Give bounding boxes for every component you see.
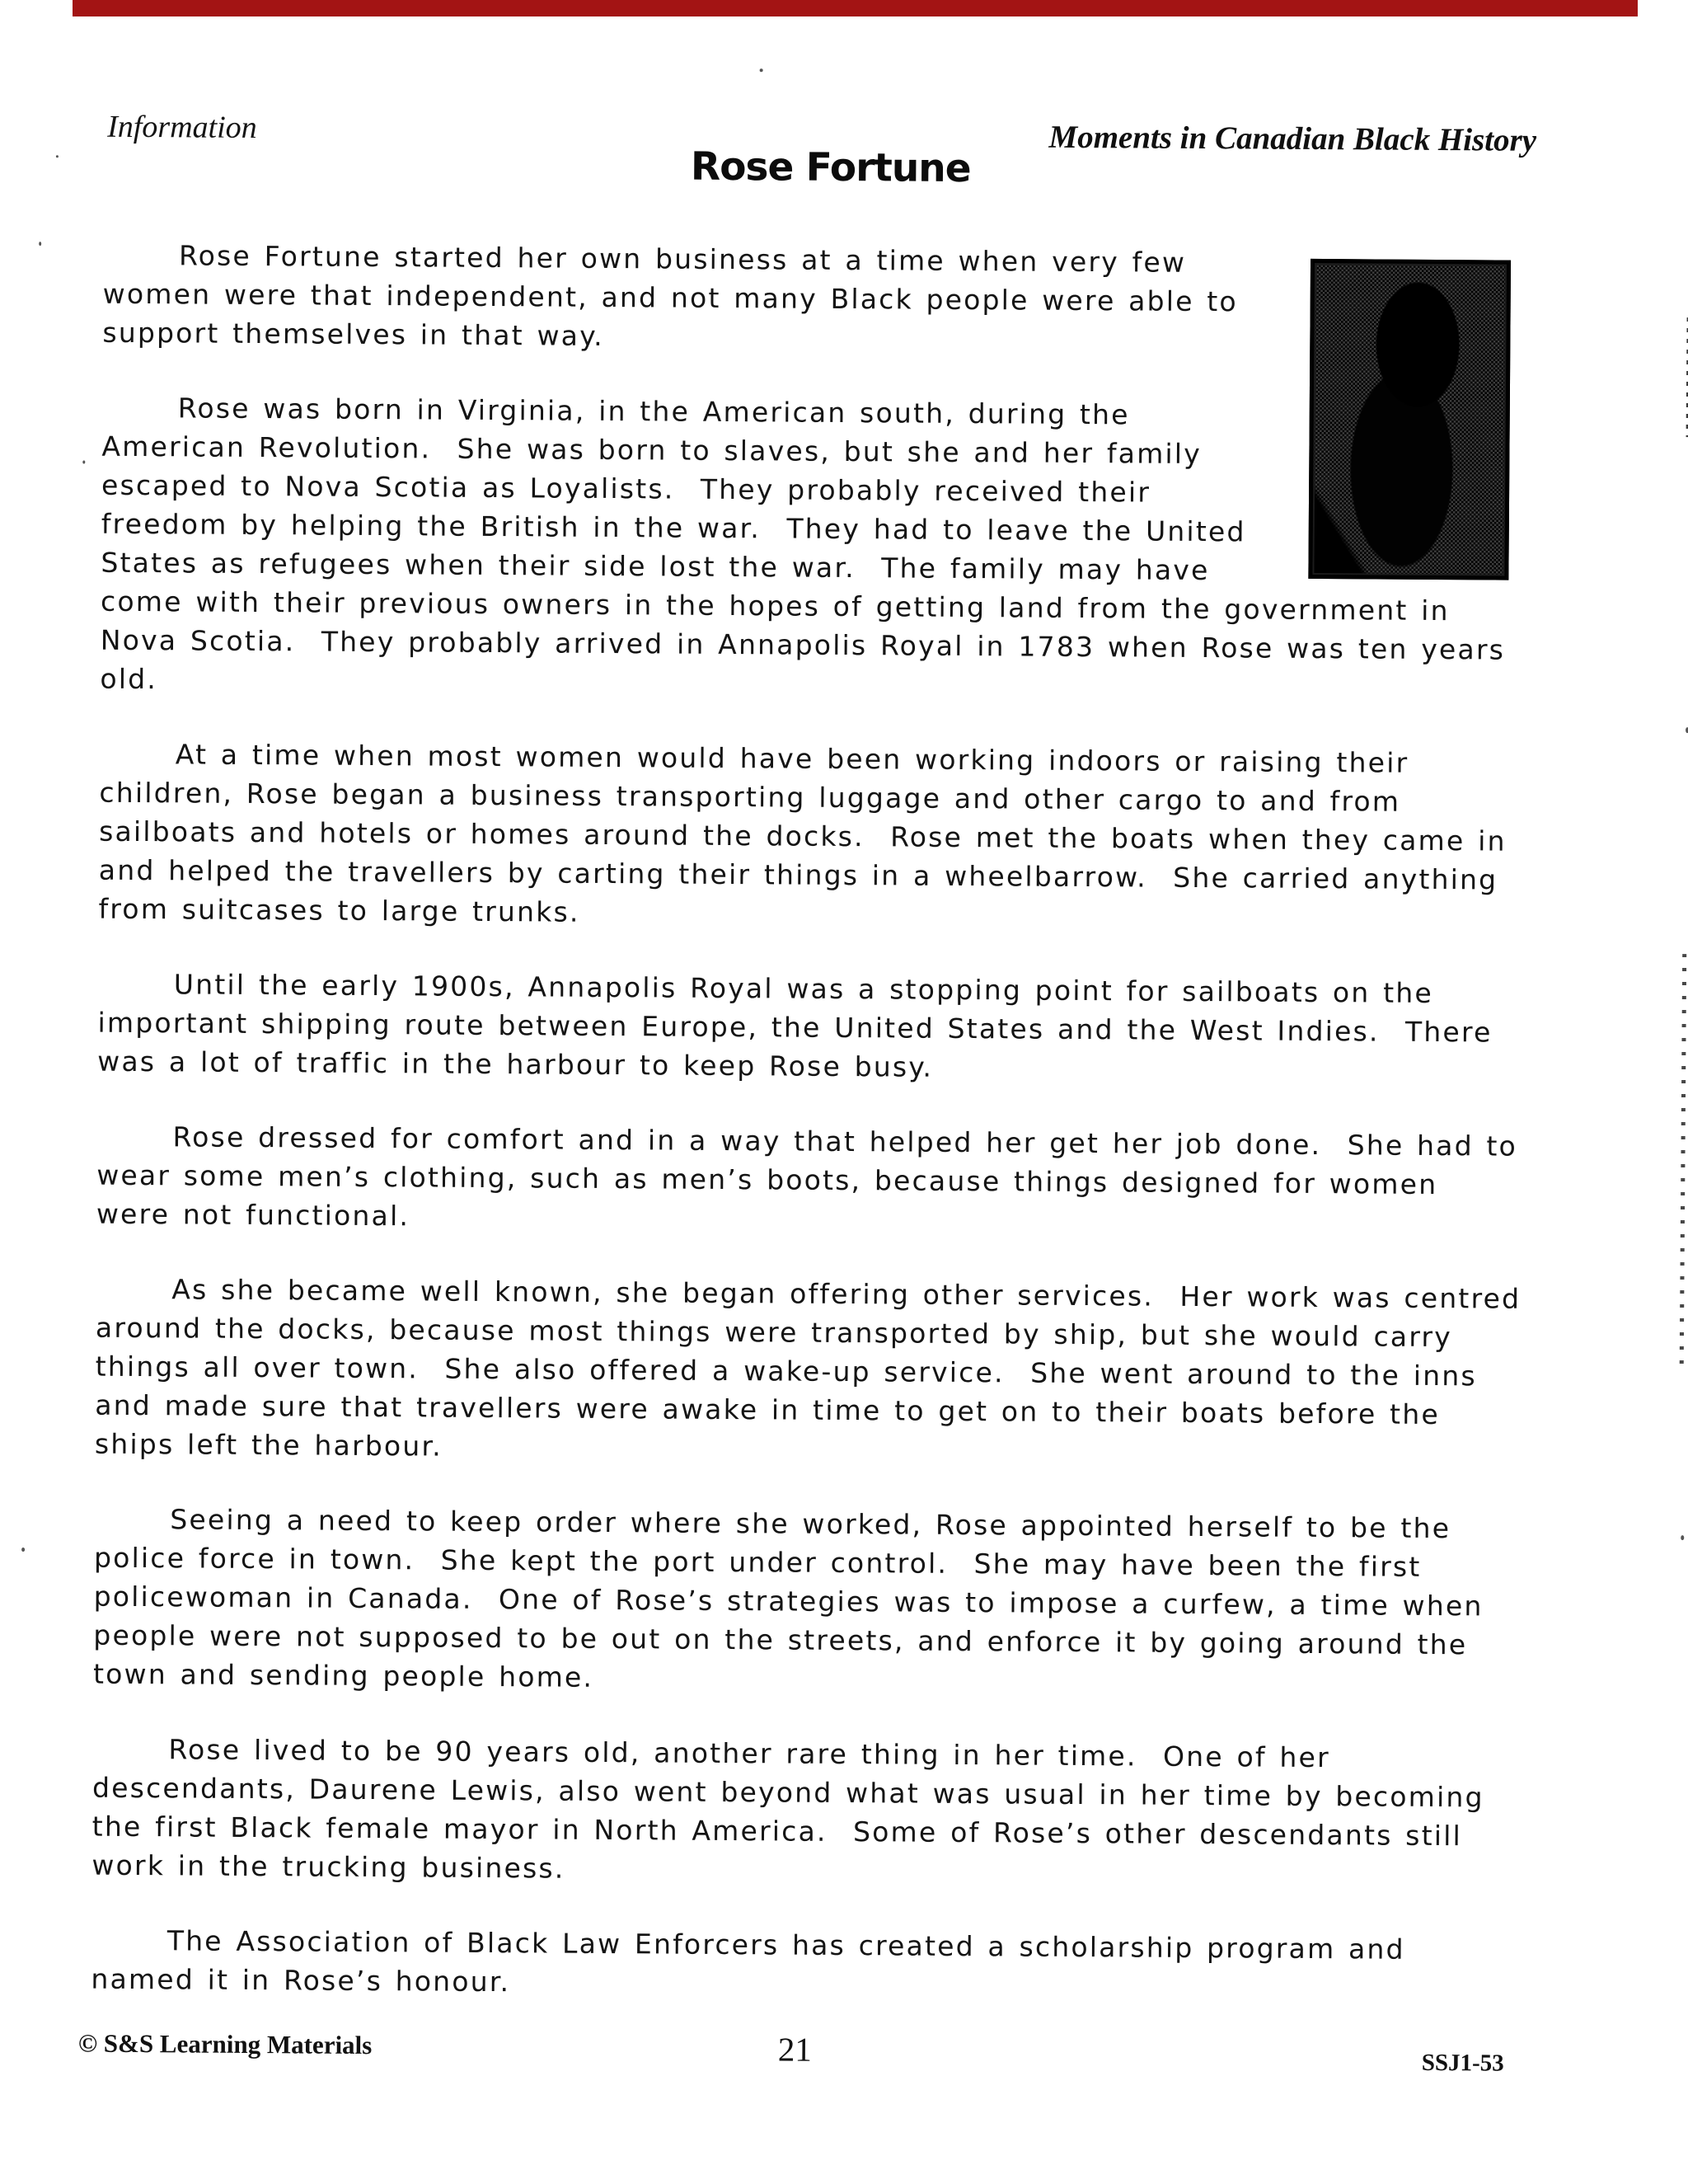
header-section-label: Information — [107, 109, 257, 145]
scan-artifact-dashes — [1680, 954, 1686, 1366]
rose-fortune-portrait-photo — [1308, 259, 1511, 580]
scan-artifact-speck — [56, 155, 59, 157]
paragraph: The Association of Black Law Enforcers has created a scholarship program and named it in Rose’s honour. — [91, 1924, 1405, 1998]
scan-artifact-speck — [39, 242, 41, 246]
scan-artifact-speck — [21, 1548, 25, 1552]
document-code: SSJ1-53 — [1421, 2049, 1504, 2077]
paragraph: Rose Fortune started her own business at a time when very few women were that independent, and not many Black people were able to support themselves in that way. — [102, 239, 1239, 352]
copyright-notice: © S&S Learning Materials — [77, 2028, 373, 2060]
scan-artifact-speck — [1681, 1535, 1684, 1540]
paragraph: Until the early 1900s, Annapolis Royal was a stopping point for sailboats on the important shipping route between Europe, the United States and the West Indies. There was a lot of traffic in the harbour to keep Rose busy. — [97, 968, 1493, 1083]
paragraph: Rose lived to be 90 years old, another rare thing in her time. One of her descendants, Daurene Lewis, also went beyond what was usual in her time by becoming the first Black female mayor in North America. Some of Rose’s other descendants still work in the trucking business. — [91, 1733, 1484, 1885]
paragraph: At a time when most women would have been working indoors or raising their children, Rose began a business transporting luggage and other cargo to and from sailboats and hotels or homes around the docks. Rose met the boats when they came in and helped the travellers by carting their things in a wheelbarrow. She carried anything from suitcases to large trunks. — [98, 738, 1507, 928]
paragraph: Rose dressed for comfort and in a way that helped her get her job done. She had to wear some men’s clothing, such as men’s boots, because things designed for women were not functional. — [96, 1120, 1518, 1233]
page-title: Rose Fortune — [690, 143, 971, 192]
scan-artifact-speck — [82, 461, 85, 464]
page-number: 21 — [777, 2030, 813, 2069]
scan-artifact-speck — [760, 68, 763, 72]
paragraph: Seeing a need to keep order where she worked, Rose appointed herself to be the police force in town. She kept the port under control. She may have been the first policewoman in Canada. One of Rose’s strategies was to impose a curfew, a time when people were not supposed to be out on the streets, and enforce it by going around the town and sending people home. — [92, 1503, 1484, 1693]
paragraph: Rose was born in Virginia, in the American south, during the American Revolution. She was born to slaves, but she and her family escaped to Nova Scotia as Loyalists. They probably received their freedom by helping the British in the war. They had to leave the United States as refugees when their side lost the war. The family may have come with their previous owners in the hopes of getting land from the government in Nova Scotia. They probably arrived in Annapolis Royal in 1783 when Rose was ten years old. — [100, 392, 1506, 696]
article-body — [91, 236, 1529, 2045]
paragraph: As she became well known, she began offering other services. Her work was centred around the docks, because most things were transported by ship, but she would carry things all over town. She also offered a wake-up service. She went around to the inns and made sure that travellers were awake in time to get on to their boats before the ships left the harbour. — [94, 1273, 1522, 1463]
header-series-title: Moments in Canadian Black History — [1048, 119, 1537, 158]
